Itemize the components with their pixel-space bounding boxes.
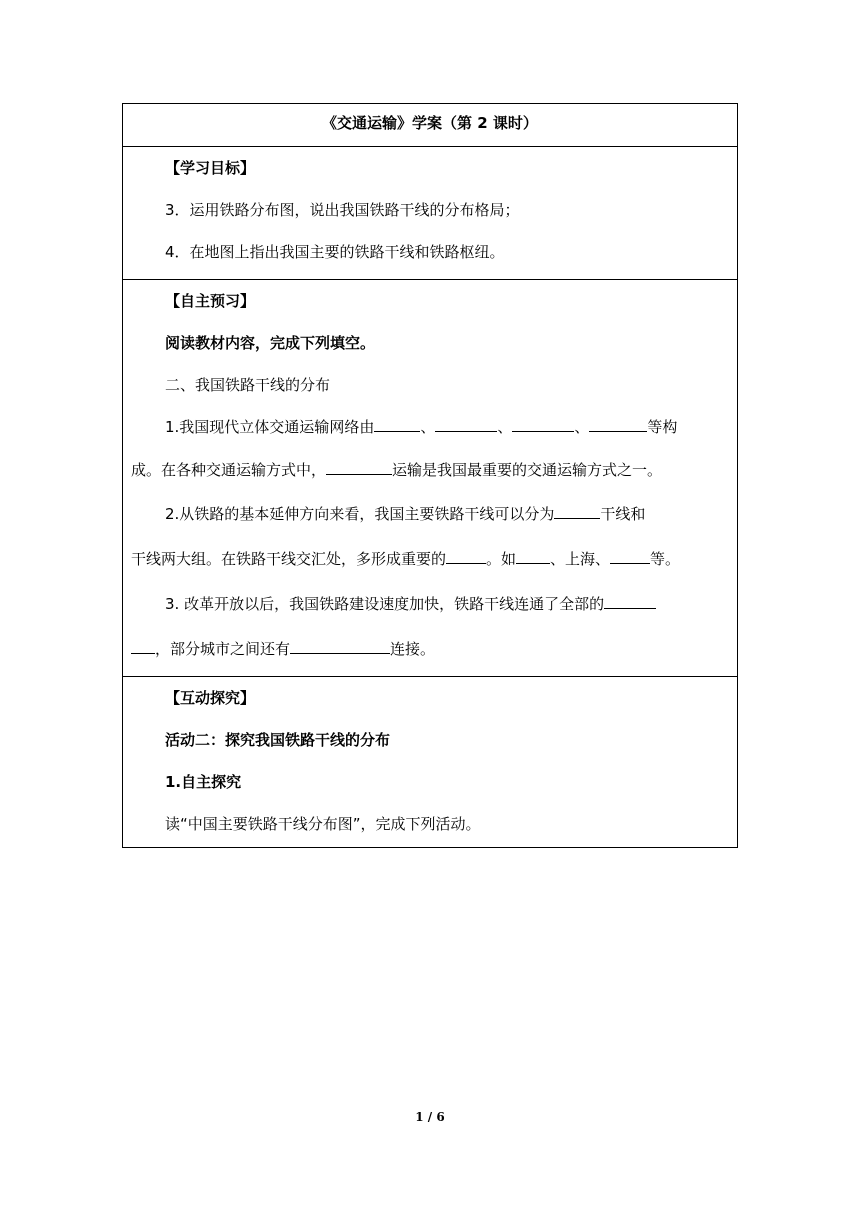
fill-blank[interactable] [554,504,600,519]
preview-section [123,280,738,677]
fill-blank[interactable] [512,417,574,432]
preview-instruction: 阅读教材内容，完成下列填空。 [165,334,376,352]
objective-item: 3．运用铁路分布图，说出我国铁路干线的分布格局； [165,201,520,219]
document-title: 《交通运输》学案（第 2 课时） [123,104,738,147]
objectives-heading: 【学习目标】 [165,159,256,177]
fill-blank[interactable] [326,460,392,475]
fill-blank[interactable] [516,549,550,564]
fill-blank[interactable] [290,639,390,654]
activity-instruction: 读“中国主要铁路干线分布图”，完成下列活动。 [165,815,481,833]
question-2-continued: 干线两大组。在铁路干线交汇处，多形成重要的 。如 、上海、 等。 [131,550,681,568]
fill-blank[interactable] [131,639,155,654]
question-2: 2.从铁路的基本延伸方向来看，我国主要铁路干线可以分为 干线和 干线两大组。在铁路干线交汇处，多形成重要的 。如 、上海、 等。 [131,505,681,568]
question-3: 3. 改革开放以后，我国铁路建设速度加快，铁路干线连通了全部的 ，部分城市之间还有 连接。 [165,582,729,672]
question-1-continued: 成。在各种交通运输方式中， 运输是我国最重要的交通运输方式之一。 [131,461,663,479]
explore-section [123,677,738,848]
section-heading: 二、我国铁路干线的分布 [165,376,331,394]
objective-item: 4．在地图上指出我国主要的铁路干线和铁路枢纽。 [165,243,505,261]
activity-subheading: 1.自主探究 [165,773,242,791]
preview-heading: 【自主预习】 [165,292,256,310]
objectives-section [123,147,738,280]
fill-blank[interactable] [446,549,486,564]
page-number: 1 / 6 [415,1110,445,1124]
question-3-continued: ，部分城市之间还有 连接。 [131,640,435,658]
activity-title: 活动二：探究我国铁路干线的分布 [165,731,391,749]
fill-blank[interactable] [604,594,656,609]
worksheet-table [122,103,738,848]
explore-heading: 【互动探究】 [165,689,256,707]
fill-blank[interactable] [610,549,650,564]
fill-blank[interactable] [589,417,647,432]
question-1: 1.我国现代立体交通运输网络由 、 、 、 等构 成。在各种交通运输方式中， 运输是我国最重要的交通运输方式之一。 [131,418,678,479]
fill-blank[interactable] [435,417,497,432]
fill-blank[interactable] [374,417,420,432]
